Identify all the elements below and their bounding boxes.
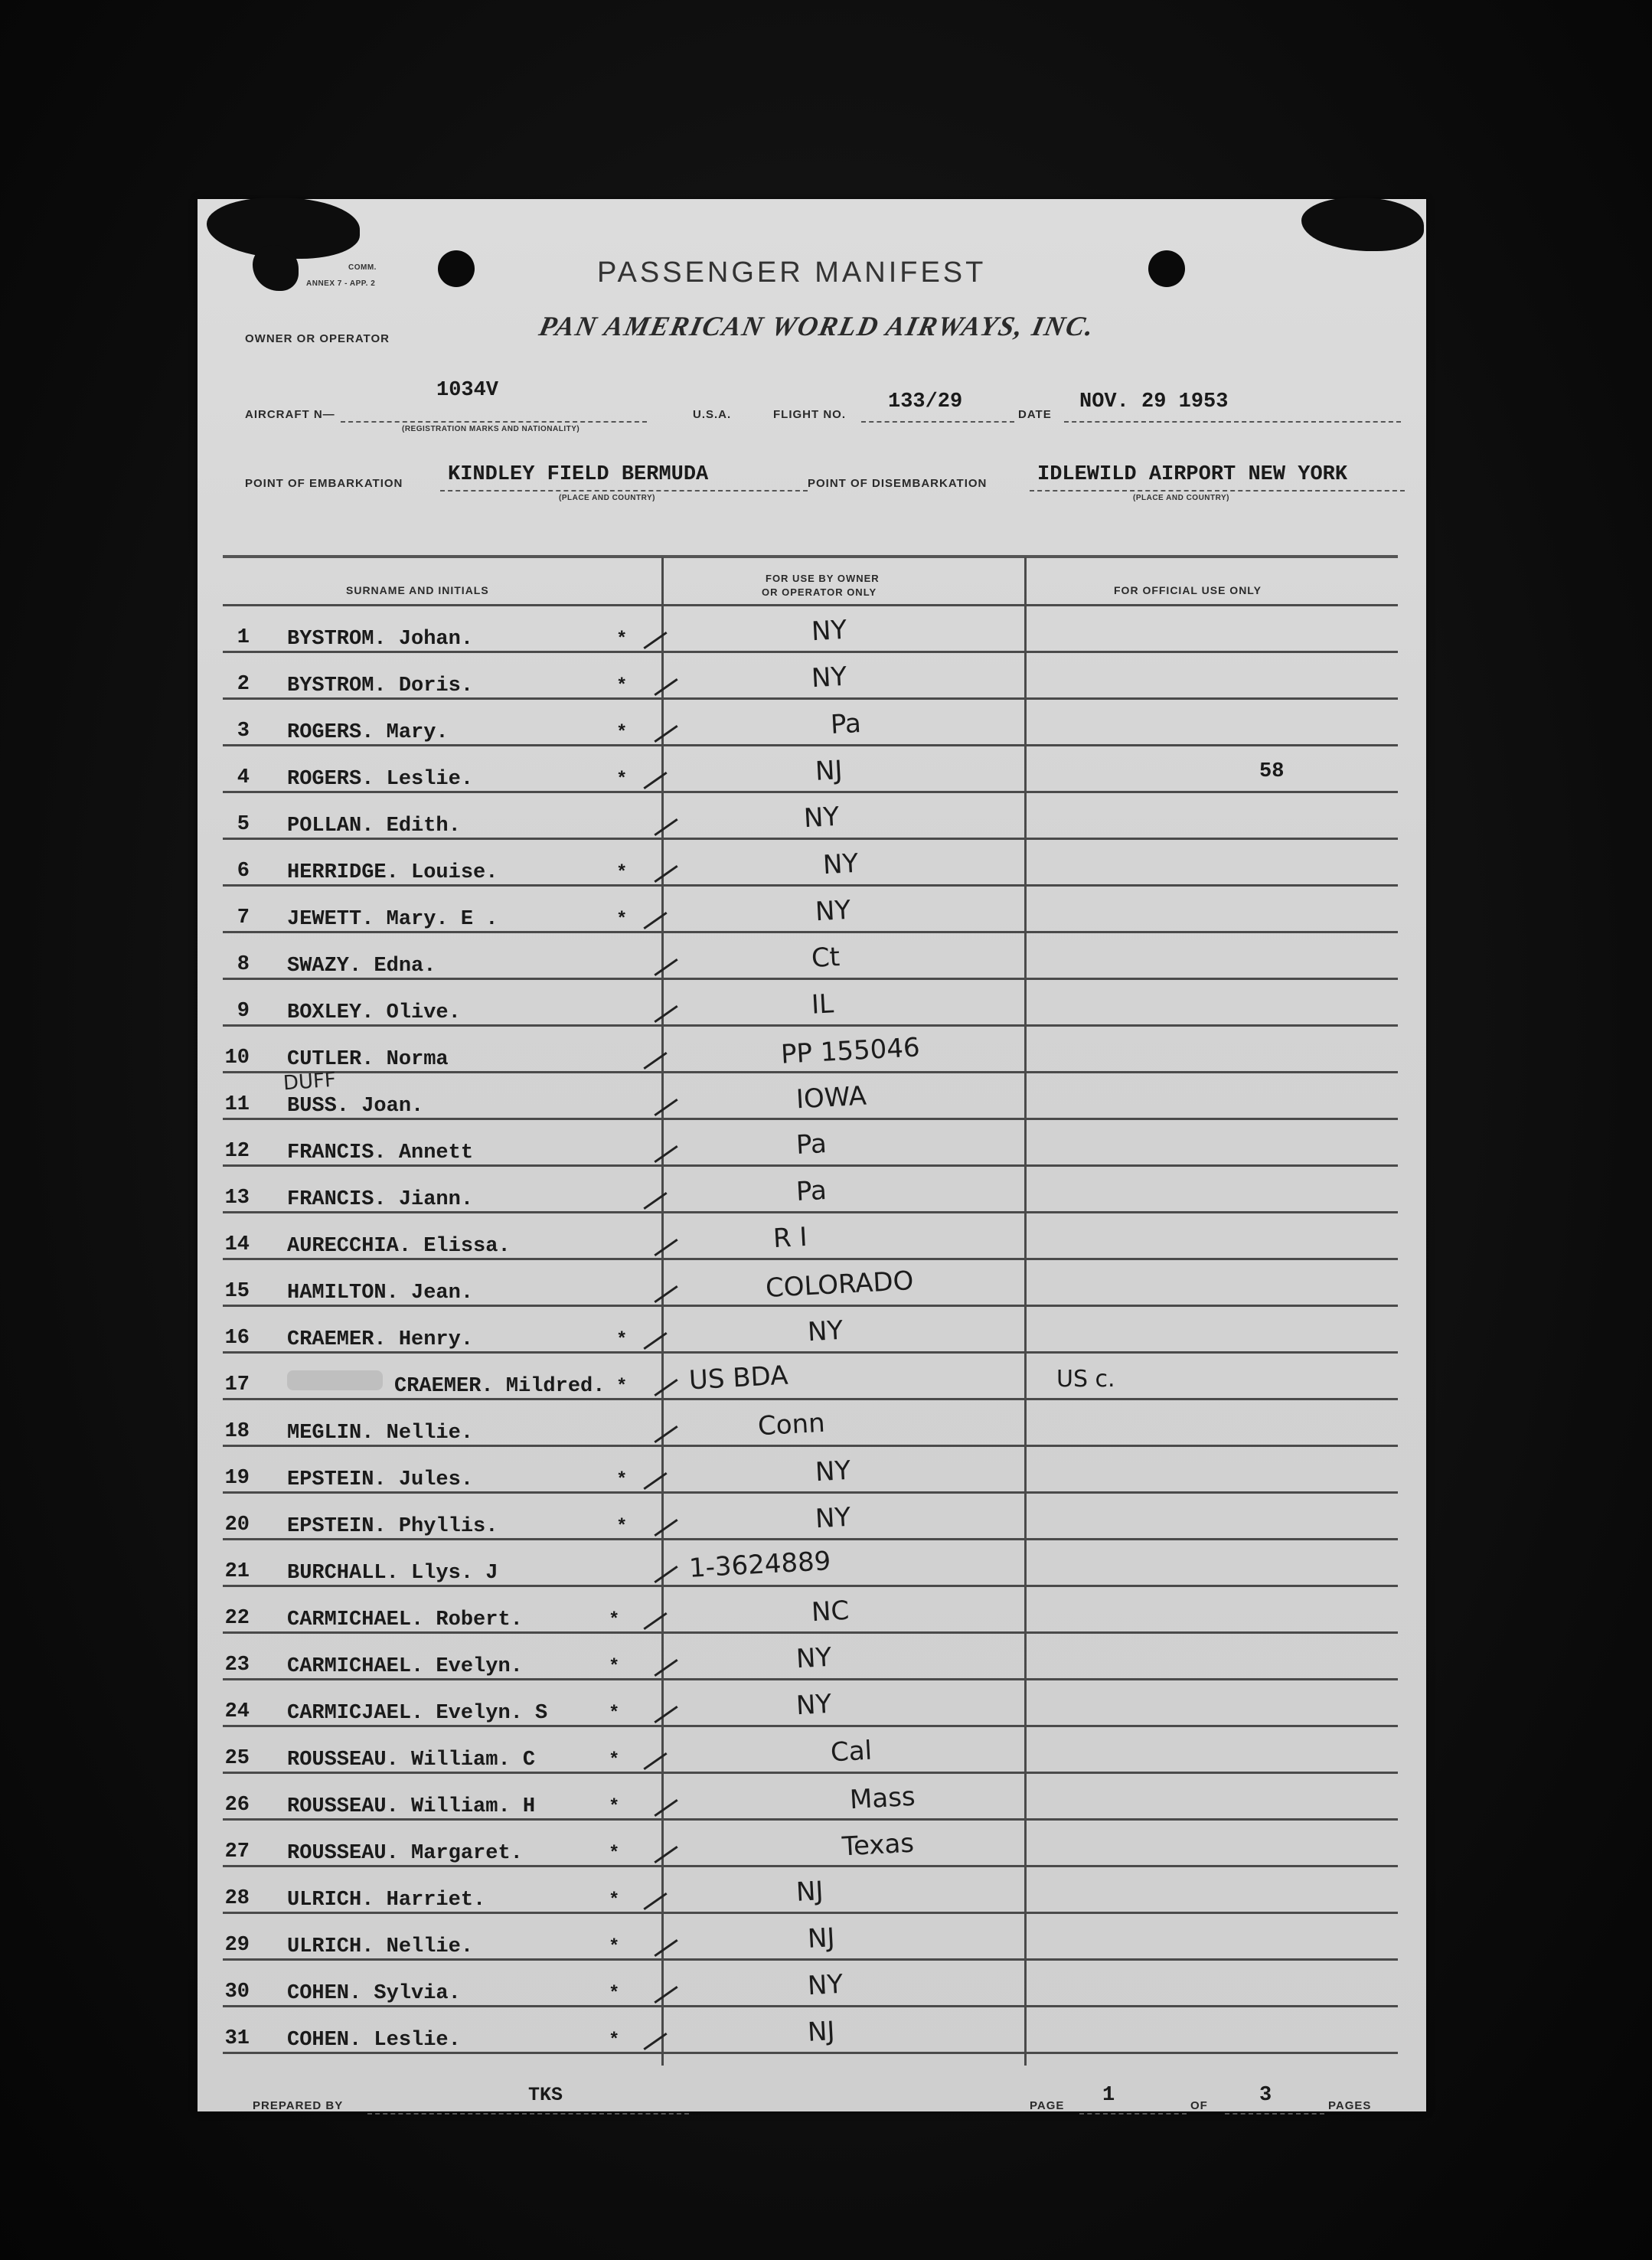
row-rule xyxy=(223,1818,1398,1821)
page-number: 1 xyxy=(1102,2084,1115,2107)
row-rule xyxy=(223,791,1398,793)
form-id-line2: ANNEX 7 - APP. 2 xyxy=(306,279,376,288)
official-note: US c. xyxy=(1056,1366,1115,1393)
passenger-name: COHEN. Sylvia. xyxy=(287,1982,461,2005)
residence-entry: Pa xyxy=(795,1174,828,1208)
registration-caption: (REGISTRATION MARKS AND NATIONALITY) xyxy=(402,425,580,433)
residence-entry: IL xyxy=(810,988,835,1021)
date-label: DATE xyxy=(1018,408,1052,421)
row-number: 5 xyxy=(237,813,250,836)
row-number: 20 xyxy=(224,1514,250,1537)
row-number: 21 xyxy=(224,1560,250,1583)
residence-entry: NY xyxy=(810,661,848,694)
pages-label: PAGES xyxy=(1328,2099,1372,2112)
row-number: 4 xyxy=(237,766,250,789)
passenger-name: CARMICHAEL. Evelyn. xyxy=(287,1655,523,1678)
row-rule xyxy=(223,1912,1398,1914)
citizen-mark: * xyxy=(616,1330,628,1350)
citizen-mark: * xyxy=(616,723,628,743)
row-number: 7 xyxy=(237,906,250,929)
passenger-name: BUSS. Joan. xyxy=(287,1095,424,1118)
of-underline xyxy=(1225,2113,1324,2115)
citizen-mark: * xyxy=(609,1937,620,1958)
row-number: 25 xyxy=(224,1747,250,1770)
passenger-name: BYSTROM. Doris. xyxy=(287,674,474,697)
residence-entry: Conn xyxy=(757,1407,826,1442)
passenger-name: CARMICJAEL. Evelyn. S xyxy=(287,1702,548,1725)
row-number: 18 xyxy=(224,1420,250,1443)
aircraft-underline xyxy=(341,421,647,423)
residence-entry: 1-3624889 xyxy=(688,1546,832,1584)
official-note: 58 xyxy=(1259,760,1285,783)
passenger-name: CRAEMER. Mildred. xyxy=(394,1375,606,1398)
row-rule xyxy=(223,838,1398,840)
row-rule xyxy=(223,1211,1398,1213)
passenger-name: AURECCHIA. Elissa. xyxy=(287,1235,511,1258)
row-rule xyxy=(223,1678,1398,1680)
column-header-surname: SURNAME AND INITIALS xyxy=(346,584,489,596)
residence-entry: R I xyxy=(772,1221,808,1255)
row-rule xyxy=(223,931,1398,933)
passenger-name: HERRIDGE. Louise. xyxy=(287,861,498,884)
table-top-rule xyxy=(223,555,1398,558)
passenger-name: BYSTROM. Johan. xyxy=(287,628,474,651)
row-number: 19 xyxy=(224,1467,250,1490)
redaction-smear xyxy=(287,1370,383,1390)
row-number: 29 xyxy=(224,1934,250,1957)
citizen-mark: * xyxy=(616,629,628,650)
form-id-line1: COMM. xyxy=(348,263,377,272)
passenger-name: COHEN. Leslie. xyxy=(287,2029,461,2052)
flight-underline xyxy=(861,421,1014,423)
passenger-name: BURCHALL. Llys. J xyxy=(287,1562,498,1585)
punch-hole xyxy=(1148,250,1185,287)
column-header-official: FOR OFFICIAL USE ONLY xyxy=(1114,584,1262,596)
residence-entry: IOWA xyxy=(795,1080,867,1115)
flight-date: NOV. 29 1953 xyxy=(1079,390,1229,413)
row-rule xyxy=(223,1024,1398,1027)
row-rule xyxy=(223,1305,1398,1307)
passenger-name: EPSTEIN. Phyllis. xyxy=(287,1515,498,1538)
citizen-mark: * xyxy=(616,676,628,697)
passenger-name: SWAZY. Edna. xyxy=(287,955,436,978)
citizen-mark: * xyxy=(616,769,628,790)
disembark-underline xyxy=(1030,490,1405,492)
residence-entry: Cal xyxy=(829,1735,873,1768)
residence-entry: Pa xyxy=(829,707,862,741)
row-rule xyxy=(223,1258,1398,1260)
disembarkation-label: POINT OF DISEMBARKATION xyxy=(808,477,988,490)
residence-entry: NJ xyxy=(814,755,844,787)
passenger-name: CUTLER. Norma xyxy=(287,1048,449,1071)
residence-entry: NY xyxy=(821,848,860,881)
row-rule xyxy=(223,651,1398,653)
passenger-name: POLLAN. Edith. xyxy=(287,815,461,838)
residence-entry: NY xyxy=(795,1641,833,1675)
residence-entry: NY xyxy=(802,801,841,834)
citizen-mark: * xyxy=(616,1377,628,1397)
residence-entry: US BDA xyxy=(688,1360,789,1396)
passenger-name: HAMILTON. Jean. xyxy=(287,1282,474,1305)
date-underline xyxy=(1064,421,1401,423)
residence-entry: Pa xyxy=(795,1128,828,1161)
airline-name: PAN AMERICAN WORLD AIRWAYS, INC. xyxy=(536,311,1099,341)
citizen-mark: * xyxy=(609,1890,620,1911)
row-rule xyxy=(223,697,1398,700)
residence-entry: NC xyxy=(810,1595,850,1628)
row-number: 14 xyxy=(224,1233,250,1256)
citizen-mark: * xyxy=(609,1610,620,1631)
embark-underline xyxy=(440,490,808,492)
passenger-name: EPSTEIN. Jules. xyxy=(287,1468,474,1491)
embarkation-place: KINDLEY FIELD BERMUDA xyxy=(448,463,709,486)
residence-entry: NY xyxy=(795,1688,833,1722)
row-rule xyxy=(223,2052,1398,2054)
column-divider-2 xyxy=(1024,557,1027,2066)
row-number: 13 xyxy=(224,1187,250,1210)
row-rule xyxy=(223,1631,1398,1634)
row-number: 3 xyxy=(237,720,250,743)
residence-entry: PP 155046 xyxy=(780,1032,921,1070)
row-number: 10 xyxy=(224,1047,250,1070)
residence-entry: NY xyxy=(814,1501,852,1535)
row-rule xyxy=(223,1071,1398,1073)
row-rule xyxy=(223,1164,1398,1167)
row-number: 6 xyxy=(237,860,250,883)
residence-entry: COLORADO xyxy=(765,1265,915,1305)
column-header-owner-2: OR OPERATOR ONLY xyxy=(762,586,877,598)
row-number: 11 xyxy=(224,1093,250,1116)
row-number: 26 xyxy=(224,1794,250,1817)
aircraft-registration: 1034V xyxy=(436,379,499,402)
row-rule xyxy=(223,1585,1398,1587)
row-number: 27 xyxy=(224,1840,250,1863)
page-label: PAGE xyxy=(1030,2099,1065,2112)
owner-operator-label: OWNER OR OPERATOR xyxy=(245,332,390,345)
row-rule xyxy=(223,1351,1398,1354)
row11-correction: DUFF xyxy=(282,1068,337,1096)
passenger-name: MEGLIN. Nellie. xyxy=(287,1422,474,1445)
passenger-name: FRANCIS. Annett xyxy=(287,1141,474,1164)
passenger-name: ULRICH. Harriet. xyxy=(287,1889,486,1912)
row-number: 24 xyxy=(224,1700,250,1723)
residence-entry: NY xyxy=(806,1315,844,1348)
row-number: 31 xyxy=(224,2027,250,2050)
row-number: 1 xyxy=(237,626,250,649)
prepared-by-value: TKS xyxy=(528,2084,563,2106)
row-rule xyxy=(223,1398,1398,1400)
row-number: 2 xyxy=(237,673,250,696)
total-pages: 3 xyxy=(1259,2084,1272,2107)
row-rule xyxy=(223,1725,1398,1727)
row-number: 23 xyxy=(224,1654,250,1677)
row-rule xyxy=(223,1958,1398,1961)
embark-caption: (PLACE AND COUNTRY) xyxy=(559,494,655,502)
flight-number: 133/29 xyxy=(888,390,963,413)
disembarkation-place: IDLEWILD AIRPORT NEW YORK xyxy=(1037,463,1348,486)
citizen-mark: * xyxy=(609,1750,620,1771)
citizen-mark: * xyxy=(609,1984,620,2004)
residence-entry: Texas xyxy=(841,1827,915,1863)
citizen-mark: * xyxy=(616,1470,628,1491)
passenger-name: ROUSSEAU. Margaret. xyxy=(287,1842,523,1865)
row-rule xyxy=(223,1772,1398,1774)
passenger-name: BOXLEY. Olive. xyxy=(287,1001,461,1024)
citizen-mark: * xyxy=(616,1517,628,1537)
residence-entry: NY xyxy=(806,1968,844,2002)
residence-entry: NJ xyxy=(795,1876,824,1908)
row-rule xyxy=(223,978,1398,980)
page-underline xyxy=(1079,2113,1187,2115)
passenger-name: ULRICH. Nellie. xyxy=(287,1935,474,1958)
row-rule xyxy=(223,1445,1398,1447)
citizen-mark: * xyxy=(609,1844,620,1864)
prepared-underline xyxy=(367,2113,689,2115)
passenger-name: ROGERS. Mary. xyxy=(287,721,449,744)
column-header-owner-1: FOR USE BY OWNER xyxy=(766,573,880,584)
row-rule xyxy=(223,1538,1398,1540)
row-number: 8 xyxy=(237,953,250,976)
row-number: 15 xyxy=(224,1280,250,1303)
row-number: 22 xyxy=(224,1607,250,1630)
row-rule xyxy=(223,1865,1398,1867)
residence-entry: NY xyxy=(814,1455,852,1488)
residence-entry: NJ xyxy=(806,2016,836,2048)
row-number: 12 xyxy=(224,1140,250,1163)
embarkation-label: POINT OF EMBARKATION xyxy=(245,477,403,490)
passenger-name: ROUSSEAU. William. C xyxy=(287,1749,536,1772)
citizen-mark: * xyxy=(609,1657,620,1677)
row-number: 28 xyxy=(224,1887,250,1910)
passenger-name: CARMICHAEL. Robert. xyxy=(287,1608,523,1631)
row-rule xyxy=(223,884,1398,887)
row-number: 17 xyxy=(224,1373,250,1396)
passenger-name: ROUSSEAU. William. H xyxy=(287,1795,536,1818)
passenger-name: JEWETT. Mary. E . xyxy=(287,908,498,931)
citizen-mark: * xyxy=(616,910,628,930)
usa-label: U.S.A. xyxy=(693,408,732,421)
residence-entry: Ct xyxy=(810,942,841,974)
residence-entry: Mass xyxy=(849,1781,916,1816)
row-number: 16 xyxy=(224,1327,250,1350)
citizen-mark: * xyxy=(609,2030,620,2051)
residence-entry: NJ xyxy=(806,1922,836,1955)
row-rule xyxy=(223,2005,1398,2007)
manifest-title: PASSENGER MANIFEST xyxy=(597,256,987,289)
row-number: 30 xyxy=(224,1981,250,2004)
flight-label: FLIGHT NO. xyxy=(773,408,846,421)
residence-entry: NY xyxy=(810,614,848,648)
disembark-caption: (PLACE AND COUNTRY) xyxy=(1133,494,1229,502)
passenger-name: ROGERS. Leslie. xyxy=(287,768,474,791)
row-rule xyxy=(223,1491,1398,1494)
row-number: 9 xyxy=(237,1000,250,1023)
row-rule xyxy=(223,1118,1398,1120)
passenger-name: FRANCIS. Jiann. xyxy=(287,1188,474,1211)
column-divider-1 xyxy=(661,557,664,2066)
residence-entry: NY xyxy=(814,894,852,928)
punch-hole xyxy=(438,250,475,287)
row-rule xyxy=(223,744,1398,746)
citizen-mark: * xyxy=(609,1797,620,1817)
of-label: OF xyxy=(1190,2099,1208,2112)
citizen-mark: * xyxy=(616,863,628,883)
prepared-by-label: PREPARED BY xyxy=(253,2099,344,2112)
aircraft-label: AIRCRAFT N— xyxy=(245,408,335,421)
passenger-name: CRAEMER. Henry. xyxy=(287,1328,474,1351)
header-row-rule xyxy=(223,604,1398,606)
citizen-mark: * xyxy=(609,1703,620,1724)
